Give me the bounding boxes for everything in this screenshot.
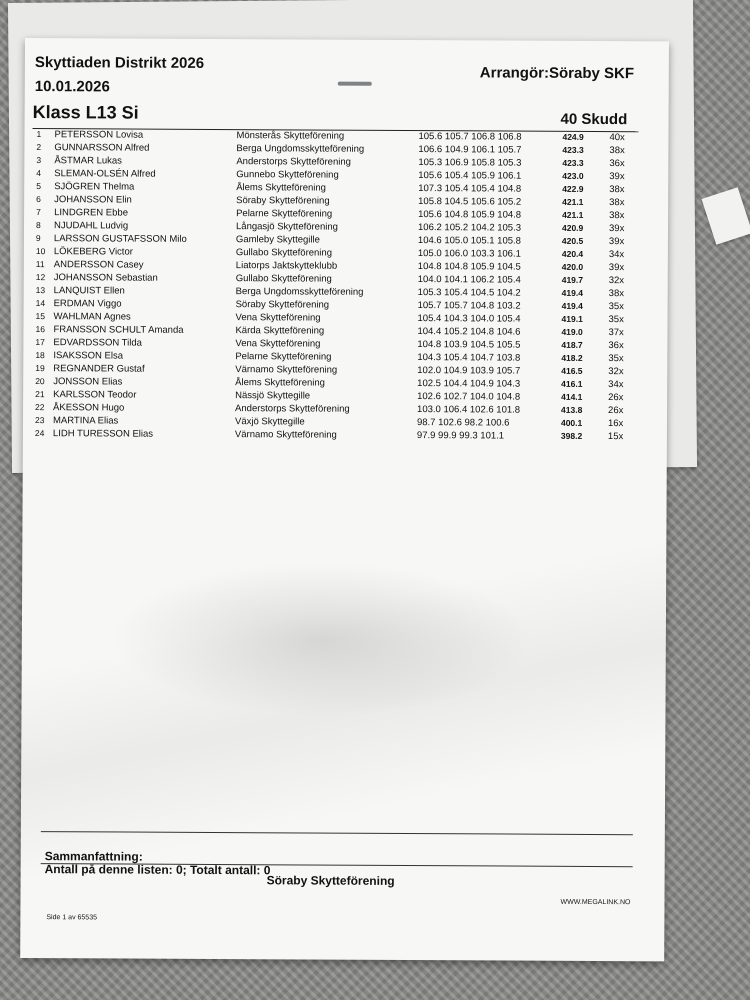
result-name: ISAKSSON Elsa [53, 350, 124, 362]
result-place: 12 [35, 272, 46, 283]
result-inner-tens: 38x [608, 288, 625, 300]
result-series: 105.4 104.3 104.0 105.4 [417, 313, 521, 325]
result-place: 13 [35, 285, 46, 296]
result-club: Vena Skytteförening [235, 338, 321, 350]
result-series: 97.9 99.9 99.3 101.1 [416, 430, 505, 442]
result-total: 400.1 [560, 417, 583, 428]
result-inner-tens: 35x [608, 314, 624, 326]
result-club: Berga Ungdomsskytteförening [235, 286, 364, 298]
result-inner-tens: 37x [608, 327, 624, 339]
result-place: 8 [35, 220, 41, 231]
result-place: 20 [35, 376, 45, 387]
result-club: Nässjö Skyttegille [235, 390, 311, 402]
result-series: 104.4 105.2 104.8 104.6 [417, 326, 521, 338]
result-place: 15 [35, 311, 46, 322]
result-total: 424.9 [562, 131, 584, 142]
class-title: Klass L13 Si [32, 102, 139, 123]
result-club: Pelarne Skytteförening [236, 208, 333, 220]
result-row [23, 427, 667, 443]
result-total: 419.7 [561, 274, 584, 285]
result-place: 2 [36, 142, 42, 153]
result-inner-tens: 35x [608, 301, 624, 313]
result-place: 4 [36, 168, 42, 179]
result-place: 7 [36, 207, 41, 218]
result-inner-tens: 38x [609, 145, 625, 157]
result-name: LANQUIST Ellen [53, 285, 125, 297]
result-inner-tens: 16x [607, 418, 624, 430]
result-series: 105.0 106.0 103.3 106.1 [417, 248, 521, 260]
result-series: 98.7 102.6 98.2 100.6 [416, 417, 510, 429]
result-place: 16 [35, 324, 45, 335]
result-place: 10 [35, 246, 46, 257]
result-place: 24 [34, 428, 45, 439]
result-place: 11 [35, 259, 45, 270]
result-name: LINDGREN Ebbe [54, 207, 129, 219]
result-series: 105.6 104.8 105.9 104.8 [418, 209, 522, 221]
result-club: Gamleby Skyttegille [235, 234, 320, 246]
result-club: Ålems Skytteförening [236, 182, 327, 194]
result-inner-tens: 26x [608, 405, 624, 417]
result-total: 420.4 [561, 248, 584, 259]
result-series: 104.8 104.8 105.9 104.5 [417, 261, 521, 273]
result-inner-tens: 34x [608, 379, 624, 391]
result-series: 107.3 105.4 105.4 104.8 [418, 183, 522, 195]
result-place: 14 [35, 298, 46, 309]
result-club: Växjö Skyttegille [234, 416, 305, 428]
result-series: 105.6 105.7 106.8 106.8 [418, 131, 522, 143]
result-place: 17 [35, 337, 45, 348]
result-place: 18 [35, 350, 45, 361]
result-name: NJUDAHL Ludvig [53, 220, 129, 232]
result-inner-tens: 35x [608, 353, 624, 365]
result-club: Gullabo Skytteförening [235, 247, 333, 259]
result-inner-tens: 32x [608, 366, 624, 378]
result-name: MARTINA Elias [52, 415, 119, 427]
result-total: 419.1 [561, 313, 583, 324]
result-place: 22 [35, 402, 45, 413]
result-name: ÅKESSON Hugo [53, 402, 125, 414]
staple-icon [338, 82, 372, 86]
result-name: SLEMAN-OLSÉN Alfred [54, 168, 156, 180]
result-inner-tens: 39x [608, 262, 625, 274]
footer-divider-top [41, 831, 633, 835]
result-place: 1 [36, 129, 42, 140]
result-series: 102.0 104.9 103.9 105.7 [417, 365, 521, 377]
results-list [23, 128, 669, 443]
result-series: 105.3 106.9 105.8 105.3 [418, 157, 522, 169]
result-series: 104.0 104.1 106.2 105.4 [417, 274, 521, 286]
result-name: LÖKEBERG Victor [53, 246, 133, 258]
result-inner-tens: 38x [609, 197, 625, 209]
result-place: 23 [34, 415, 45, 426]
result-total: 421.1 [562, 209, 584, 220]
result-name: GUNNARSSON Alfred [54, 142, 150, 154]
result-series: 104.6 105.0 105.1 105.8 [417, 235, 521, 247]
result-club: Gullabo Skytteförening [235, 273, 332, 285]
result-series: 102.6 102.7 104.0 104.8 [417, 391, 521, 403]
result-total: 421.1 [562, 196, 584, 207]
result-total: 419.4 [561, 300, 583, 311]
result-name: SJÖGREN Thelma [54, 181, 135, 193]
result-total: 423.0 [562, 170, 584, 181]
result-name: LIDH TURESSON Elias [52, 428, 154, 440]
result-inner-tens: 32x [608, 275, 625, 287]
result-name: ERDMAN Viggo [53, 298, 122, 310]
result-name: ANDERSSON Casey [53, 259, 144, 271]
result-club: Långasjö Skytteförening [235, 221, 338, 233]
footer-url: WWW.MEGALINK.NO [560, 898, 631, 907]
result-total: 423.3 [562, 144, 584, 155]
result-total: 423.3 [562, 157, 584, 168]
result-club: Ålems Skytteförening [235, 377, 325, 389]
result-total: 416.5 [561, 365, 583, 376]
result-total: 419.4 [561, 287, 583, 298]
result-inner-tens: 40x [609, 132, 625, 144]
result-club: Kärda Skytteförening [235, 325, 325, 337]
footer-page-number: Side 1 av 65535 [46, 914, 98, 922]
result-place: 6 [36, 194, 41, 205]
result-club: Berga Ungdomsskytteförening [236, 143, 365, 155]
result-place: 9 [35, 233, 41, 244]
result-club: Vena Skytteförening [235, 312, 321, 324]
result-inner-tens: 38x [609, 210, 625, 222]
result-club: Söraby Skytteförening [235, 299, 330, 311]
result-inner-tens: 36x [609, 158, 625, 170]
result-series: 105.6 105.4 105.9 106.1 [418, 170, 522, 182]
result-series: 106.2 105.2 104.2 105.3 [417, 222, 522, 234]
result-name: JONSSON Elias [53, 376, 123, 388]
result-inner-tens: 36x [608, 340, 624, 352]
result-inner-tens: 38x [609, 184, 625, 196]
result-inner-tens: 15x [607, 431, 624, 443]
organizer-label: Arrangör:Söraby SKF [479, 64, 635, 83]
result-name: REGNANDER Gustaf [53, 363, 145, 375]
result-name: ÅSTMAR Lukas [54, 155, 122, 167]
result-inner-tens: 39x [609, 171, 625, 183]
result-inner-tens: 34x [608, 249, 625, 261]
result-total: 419.0 [561, 326, 583, 337]
result-club: Värnamo Skytteförening [234, 429, 337, 441]
result-series: 104.3 105.4 104.7 103.8 [417, 352, 521, 364]
result-inner-tens: 39x [608, 223, 625, 235]
result-club: Liatorps Jaktskytteklubb [235, 260, 338, 272]
event-title: Skyttiaden Distrikt 2026 [34, 54, 205, 72]
result-total: 416.1 [561, 378, 583, 389]
result-club: Mönsterås Skytteförening [236, 130, 345, 142]
result-name: JOHANSSON Sebastian [53, 272, 158, 284]
result-total: 422.9 [562, 183, 584, 194]
result-inner-tens: 39x [608, 236, 625, 248]
result-name: LARSSON GUSTAFSSON Milo [53, 233, 187, 245]
result-name: KARLSSON Teodor [53, 389, 137, 401]
result-total: 420.0 [561, 261, 584, 272]
result-inner-tens: 26x [608, 392, 624, 404]
event-date: 10.01.2026 [34, 78, 110, 96]
result-name: WAHLMAN Agnes [53, 311, 131, 323]
result-series: 106.6 104.9 106.1 105.7 [418, 144, 522, 156]
result-total: 418.7 [561, 339, 583, 350]
result-name: JOHANSSON Elin [54, 194, 132, 206]
result-place: 19 [35, 363, 45, 374]
result-club: Värnamo Skytteförening [235, 364, 338, 376]
result-name: EDVARDSSON Tilda [53, 337, 142, 349]
result-series: 102.5 104.4 104.9 104.3 [417, 378, 521, 390]
result-club: Pelarne Skytteförening [235, 351, 332, 363]
result-series: 105.7 105.7 104.8 103.2 [417, 300, 521, 312]
summary-title: Sammanfattning: [44, 849, 143, 864]
results-sheet [20, 38, 669, 961]
result-place: 21 [35, 389, 45, 400]
result-club: Anderstorps Skytteförening [236, 156, 351, 168]
result-total: 420.5 [561, 235, 584, 246]
result-total: 414.1 [561, 391, 583, 402]
result-series: 105.3 105.4 104.5 104.2 [417, 287, 521, 299]
shots-label: 40 Skudd [560, 110, 628, 129]
result-total: 420.9 [561, 222, 584, 233]
result-name: FRANSSON SCHULT Amanda [53, 324, 184, 336]
result-total: 413.8 [561, 404, 583, 415]
result-club: Anderstorps Skytteförening [235, 403, 350, 415]
result-series: 104.8 103.9 104.5 105.5 [417, 339, 521, 351]
result-place: 3 [36, 155, 42, 166]
result-series: 103.0 106.4 102.6 101.8 [417, 404, 521, 416]
result-club: Söraby Skytteförening [236, 195, 330, 207]
result-place: 5 [36, 181, 41, 192]
result-club: Gunnebo Skytteförening [236, 169, 339, 181]
result-series: 105.8 104.5 105.6 105.2 [418, 196, 522, 208]
result-total: 398.2 [560, 430, 583, 441]
summary-count: Antall på denne listen: 0; Totalt antall: 0 [44, 862, 271, 878]
result-name: PETERSSON Lovisa [54, 129, 144, 141]
result-total: 418.2 [561, 352, 583, 363]
torn-paper-scrap [702, 187, 750, 244]
footer-club: Söraby Skytteförening [266, 873, 395, 888]
